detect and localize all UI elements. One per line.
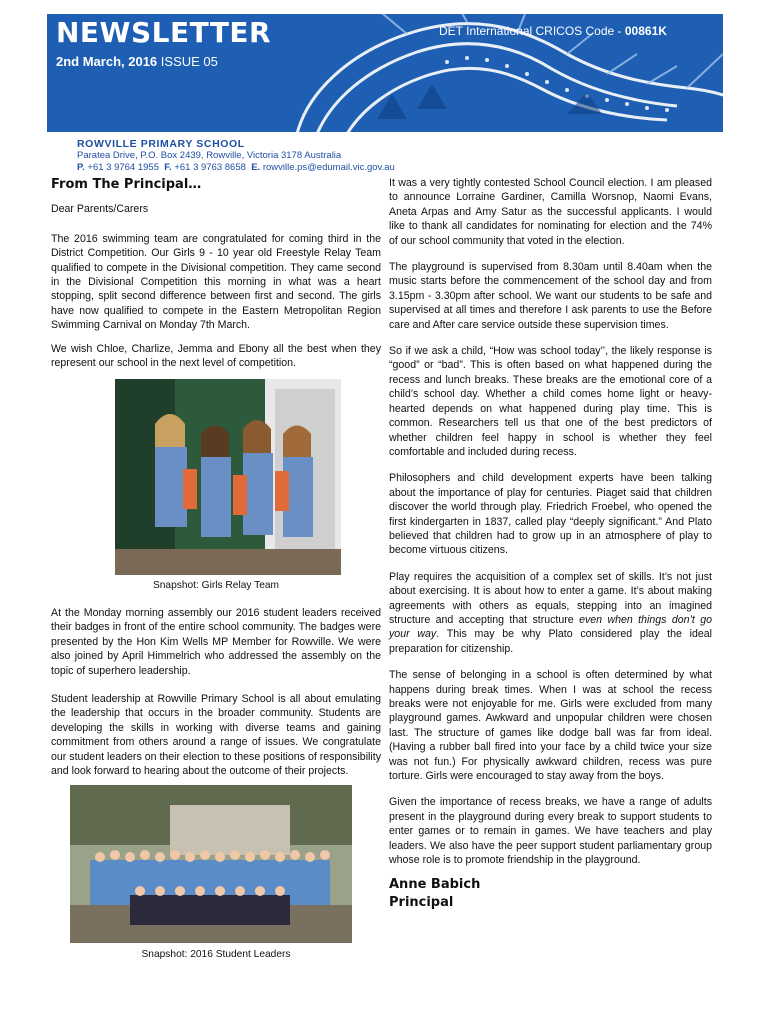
signature-name: Anne Babich	[389, 877, 481, 893]
right-column	[389, 176, 712, 912]
relay-team-caption: Snapshot: Girls Relay Team	[152, 580, 280, 592]
girls-relay-team-photo	[115, 379, 341, 575]
fax-label: F.	[164, 162, 172, 173]
newsletter-title: NEWSLETTER	[56, 16, 272, 49]
cricos-label: DET International CRICOS Code -	[439, 24, 622, 38]
playground-supervision-paragraph: The playground is supervised from 8.30am until 8.40am when the music starts before the commencement of the school day and from 3.15pm - 3.30pm after school. We want our students to be safe and supervised at all times and therefore I ask parents to use the Before care and After care service outside these supervision times.	[389, 261, 712, 331]
how-was-school-paragraph: So if we ask a child, “How was school today’’, the likely response is “good” or “bad”. This is often based on what happened during the recess and lunch breaks. These breaks are the emotional core of a child’s school day. Whether a child comes home light or heavy-hearted depends on what happened during play time. This is common. Researchers tell us that one of the best predictors of whether children feel happy in school is whether they feel comfortable and included during recess.	[389, 345, 712, 458]
student-leaders-photo	[70, 785, 352, 943]
issue-date-line	[56, 54, 218, 69]
left-column	[51, 178, 381, 973]
school-address: Paratea Drive, P.O. Box 2439, Rowville, Victoria 3178 Australia	[77, 150, 342, 161]
school-contacts	[77, 162, 395, 174]
issue-date: 2nd March, 2016	[56, 54, 158, 69]
phone-label: P.	[77, 162, 85, 173]
principal-heading: From The Principal…	[51, 177, 202, 192]
issue-number: ISSUE 05	[160, 54, 218, 69]
school-email[interactable]: rowville.ps@edumail.vic.gov.au	[262, 162, 395, 173]
school-name: ROWVILLE PRIMARY SCHOOL	[77, 138, 245, 150]
salutation: Dear Parents/Carers	[51, 203, 149, 216]
school-fax: +61 3 9763 8658	[174, 162, 246, 173]
recess-support-paragraph: Given the importance of recess breaks, we have a range of adults present in the playground during every break to support students to enter games or to remain in games. We have teachers and play leaders. We also have the peer support student parliamentary group whose role is to promote friendship in the playground.	[389, 796, 712, 867]
play-skills-text-start: Play requires the acquisition of a complex set of skills. It’s not just about exercising. It is about how to enter a game. It’s about making agreements with others as equals, stepping into an imagined structure and accepting that structure	[389, 570, 712, 626]
signature-block	[389, 876, 712, 912]
student-leaders-caption: Snapshot: 2016 Student Leaders	[141, 949, 291, 961]
play-skills-text-end: . This may be why Plato considered play the ideal preparation for citizenship.	[389, 628, 713, 655]
swimming-paragraph: The 2016 swimming team are congratulated for coming third in the District Competition. Our Girls 9 - 10 year old Freestyle Relay Team qualified to compete in the Divisional competition. They came second in the Divisional Competition this morning in what was a heart stopping, split second difference between first and second. The girls have now qualified to compete in the Eastern Metropolitan Region Swimming Carnival on Monday 7th March.	[51, 232, 381, 332]
school-info	[77, 138, 395, 174]
play-skills-italic: even when things don’t go your way	[389, 613, 712, 641]
cricos-line	[439, 24, 667, 38]
philosophers-paragraph: Philosophers and child development experts have been talking about the importance of play for centuries. Piaget said that children discover the world through play. Friedrich Froebel, who opened the first kindergarten in 1837, called play “deeply significant.” And Plato believed that children had to grow up in an atmosphere of play to become virtuous citizens.	[389, 472, 712, 557]
newsletter-banner	[47, 14, 723, 132]
cricos-code: 00861K	[624, 24, 667, 38]
school-phone: +61 3 9764 1955	[87, 162, 159, 173]
email-label: E.	[251, 162, 261, 173]
signature-title: Principal	[389, 895, 454, 911]
relay-team-image	[115, 379, 341, 575]
belonging-paragraph: The sense of belonging in a school is often determined by what happens during break times. When I was at school the recess breaks were not enjoyable for me. Girls were excluded from many playground games. Awkward and unpopular children were chosen last. The structure of games like dodge ball was far from ideal. (Having a rubber ball fired into your face by a child twice your size was not fun.) For physically awkward children, recess was pure torture. Girls were encouraged to stay away from the boys.	[389, 669, 712, 783]
leadership-paragraph: Student leadership at Rowville Primary School is all about emulating the leadership that occurs in the broader community. Students are developing the skills in working with diverse teams and gaining commitment from others around a range of issues. We congratulate our student leaders on their election to these positions of responsibility and look forward to hearing about the outcome of their projects.	[51, 692, 381, 777]
play-skills-paragraph	[389, 570, 712, 656]
relay-wishes-paragraph: We wish Chloe, Charlize, Jemma and Ebony all the best when they represent our school in the next level of competition.	[51, 342, 381, 370]
school-council-paragraph: It was a very tightly contested School Council election. I am pleased to announce Lorraine Gardiner, Camilla Worsnop, Naomi Evans, Aneta Arpas and Amy Satur as the successful applicants. I would like to thank all candidates for nominating for election and the 74% of our school community that voted in the election.	[389, 177, 712, 247]
student-leaders-image	[70, 785, 352, 943]
assembly-paragraph: At the Monday morning assembly our 2016 student leaders received their badges in front of the entire school community. The badges were presented by the Hon Kim Wells MP Member for Rowville. We were also joined by April Himmelrich who addressed the assembly on the topic of superhero leadership.	[51, 606, 381, 677]
